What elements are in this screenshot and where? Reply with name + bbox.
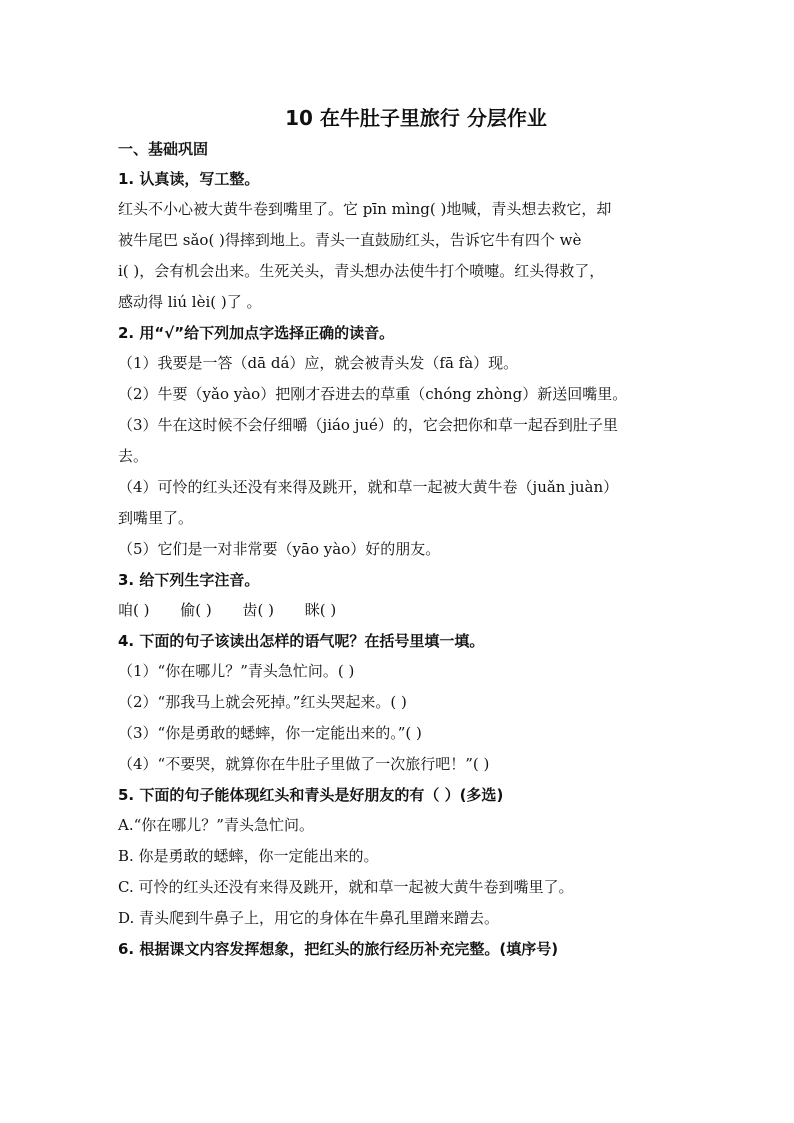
char-row	[118, 595, 694, 626]
list-item: 到嘴里了。	[118, 509, 194, 527]
option-item: B. 你是勇敢的蟋蟀，你一定能出来的。	[118, 847, 379, 865]
question-heading: 2. 用“√”给下列加点字选择正确的读音。	[118, 324, 395, 342]
list-item: （4）可怜的红头还没有来得及跳开，就和草一起被大黄牛卷（juǎn juàn）	[118, 478, 619, 496]
char-blank: 偷( )	[180, 601, 212, 619]
list-item: （1）我要是一答（dā dá）应，就会被青头发（fā fà）现。	[118, 354, 519, 372]
question-5	[118, 780, 694, 934]
question-2	[118, 318, 694, 565]
question-heading: 3. 给下列生字注音。	[118, 571, 260, 589]
page-title: 10 在牛肚子里旅行 分层作业	[285, 106, 547, 130]
question-3	[118, 565, 694, 626]
char-blank: 眯( )	[304, 601, 337, 619]
list-item: （3）“你是勇敢的蟋蟀，你一定能出来的。”( )	[118, 724, 422, 742]
list-item: 去。	[118, 447, 149, 465]
char-blank: 齿( )	[242, 601, 275, 619]
question-heading: 4. 下面的句子该读出怎样的语气呢？在括号里填一填。	[118, 632, 485, 650]
option-item: A.“你在哪儿？”青头急忙问。	[118, 816, 314, 834]
question-heading: 5. 下面的句子能体现红头和青头是好朋友的有（ ）(多选)	[118, 786, 504, 804]
char-blank: 咱( )	[118, 601, 150, 619]
list-item: （5）它们是一对非常要（yāo yào）好的朋友。	[118, 540, 441, 558]
section-heading: 一、基础巩固	[118, 140, 209, 158]
option-item: D. 青头爬到牛鼻子上，用它的身体在牛鼻孔里蹭来蹭去。	[118, 909, 500, 927]
list-item: （2）“那我马上就会死掉。”红头哭起来。( )	[118, 693, 407, 711]
paragraph-line: 感动得 liú lèi( )了 。	[118, 293, 262, 311]
paragraph-line: 被牛尾巴 sǎo( )得摔到地上。青头一直鼓励红头，告诉它牛有四个 wè	[118, 231, 582, 249]
question-4	[118, 626, 694, 780]
list-item: （4）“不要哭，就算你在牛肚子里做了一次旅行吧！”( )	[118, 755, 490, 773]
list-item: （1）“你在哪儿？”青头急忙问。( )	[118, 662, 355, 680]
paragraph-line: i( )，会有机会出来。生死关头，青头想办法使牛打个喷嚏。红头得救了，	[118, 262, 605, 280]
question-heading: 1. 认真读，写工整。	[118, 170, 260, 188]
question-heading: 6. 根据课文内容发挥想象，把红头的旅行经历补充完整。(填序号)	[118, 940, 559, 958]
list-item: （2）牛要（yǎo yào）把刚才吞进去的草重（chóng zhòng）新送回嘴里。	[118, 385, 628, 403]
paragraph-line: 红头不小心被大黄牛卷到嘴里了。它 pīn mìng( )地喊，青头想去救它，却	[118, 200, 612, 218]
question-6	[118, 934, 694, 964]
question-1	[118, 164, 694, 318]
option-item: C. 可怜的红头还没有来得及跳开，就和草一起被大黄牛卷到嘴里了。	[118, 878, 574, 896]
list-item: （3）牛在这时候不会仔细嚼（jiáo jué）的，它会把你和草一起吞到肚子里	[118, 416, 618, 434]
